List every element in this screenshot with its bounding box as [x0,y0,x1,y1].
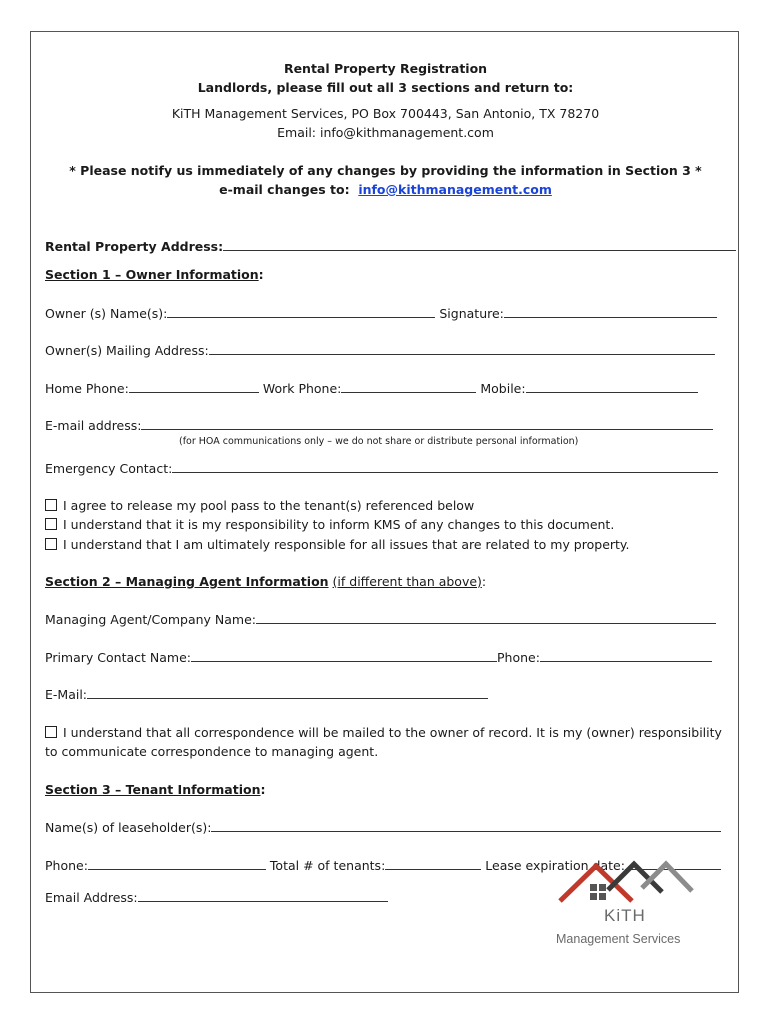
home-phone-label: Home Phone: [45,381,129,396]
leaseholders-field[interactable] [211,820,721,832]
contact-row [45,650,712,665]
tenant-count-label: Total # of tenants: [269,858,386,873]
mailing-address-field[interactable] [209,343,715,355]
agent-email-label: E-Mail: [45,687,88,702]
mailing-address-row [45,343,715,358]
leaseholders-label: Name(s) of leaseholder(s): [45,820,212,835]
company-row [45,612,716,627]
check-item [45,537,630,552]
logo-name: KiTH [604,906,646,925]
emergency-label: Emergency Contact: [45,461,173,476]
change-email-link[interactable]: info@kithmanagement.com [358,182,552,197]
mailing-address-label: Owner(s) Mailing Address: [45,343,209,358]
check-label: I understand that I am ultimately responsible for all issues that are related to my property. [63,537,630,552]
agent-email-field[interactable] [87,687,488,699]
inform-kms-checkbox[interactable] [45,518,57,530]
tenant-email-row [45,890,388,905]
phones-row [45,381,698,396]
tenant-phone-label: Phone: [45,858,88,873]
section1-heading [45,267,264,282]
signature-field[interactable] [504,306,717,318]
section3-colon: : [260,782,266,797]
rental-address-row [45,239,736,254]
form-subtitle: Landlords, please fill out all 3 sections and return to: [197,80,574,95]
check-item [45,498,474,513]
pool-pass-checkbox[interactable] [45,499,57,511]
agent-email-row [45,687,488,702]
return-address: KiTH Management Services, PO Box 700443, San Antonio, TX 78270 [171,106,600,121]
owner-names-label: Owner (s) Name(s): [45,306,168,321]
section2-heading [45,574,486,589]
change-email-line [31,182,740,197]
contact-name-label: Primary Contact Name: [45,650,191,665]
email-row [45,418,713,433]
owner-names-row [45,306,717,321]
company-field[interactable] [256,612,716,624]
lease-expiration-label: Lease expiration date: [485,858,625,873]
home-phone-field[interactable] [129,381,259,393]
owner-email-field[interactable] [141,418,713,430]
correspondence-text-1: I understand that all correspondence will be mailed to the owner of record. It is my (owner) responsibility [63,725,722,740]
form-title: Rental Property Registration [283,61,488,76]
form-page [30,31,739,993]
emergency-field[interactable] [172,461,718,473]
tenant-email-field[interactable] [138,890,388,902]
section1-colon: : [258,267,264,282]
logo-tagline: Management Services [556,932,681,946]
check-label: I agree to release my pool pass to the tenant(s) referenced below [63,498,475,513]
work-phone-field[interactable] [341,381,476,393]
emergency-row [45,461,718,476]
mobile-label: Mobile: [480,381,526,396]
contact-email-line: Email: info@kithmanagement.com [277,125,494,140]
correspondence-check [45,725,722,740]
signature-label: Signature: [439,306,504,321]
agent-phone-label: Phone: [496,650,540,665]
owner-email-label: E-mail address: [45,418,142,433]
change-email-prefix: e-mail changes to: [219,182,350,197]
change-notice: * Please notify us immediately of any changes by providing the information in Section 3 * [69,163,702,178]
section2-title: Section 2 – Managing Agent Information [45,574,329,589]
section2-colon: : [481,574,487,589]
section2-note: (if different than above) [332,574,482,589]
section3-heading [45,782,266,797]
work-phone-label: Work Phone: [262,381,342,396]
tenant-phone-field[interactable] [88,858,266,870]
contact-name-field[interactable] [191,650,497,662]
responsibility-checkbox[interactable] [45,538,57,550]
email-privacy-note: (for HOA communications only – we do not share or distribute personal information) [179,436,579,447]
section1-title: Section 1 – Owner Information [45,267,259,282]
check-item [45,517,614,532]
rental-address-label: Rental Property Address: [45,239,224,254]
agent-phone-field[interactable] [540,650,712,662]
check-label: I understand that it is my responsibility to inform KMS of any changes to this document. [63,517,615,532]
rental-address-field[interactable] [223,239,736,251]
correspondence-line2: to communicate correspondence to managing agent. [45,744,379,759]
correspondence-checkbox[interactable] [45,726,57,738]
leaseholders-row [45,820,721,835]
tenant-count-field[interactable] [385,858,481,870]
mobile-field[interactable] [526,381,698,393]
section3-title: Section 3 – Tenant Information [45,782,261,797]
tenant-email-label: Email Address: [45,890,138,905]
owner-names-field[interactable] [167,306,435,318]
company-label: Managing Agent/Company Name: [45,612,257,627]
